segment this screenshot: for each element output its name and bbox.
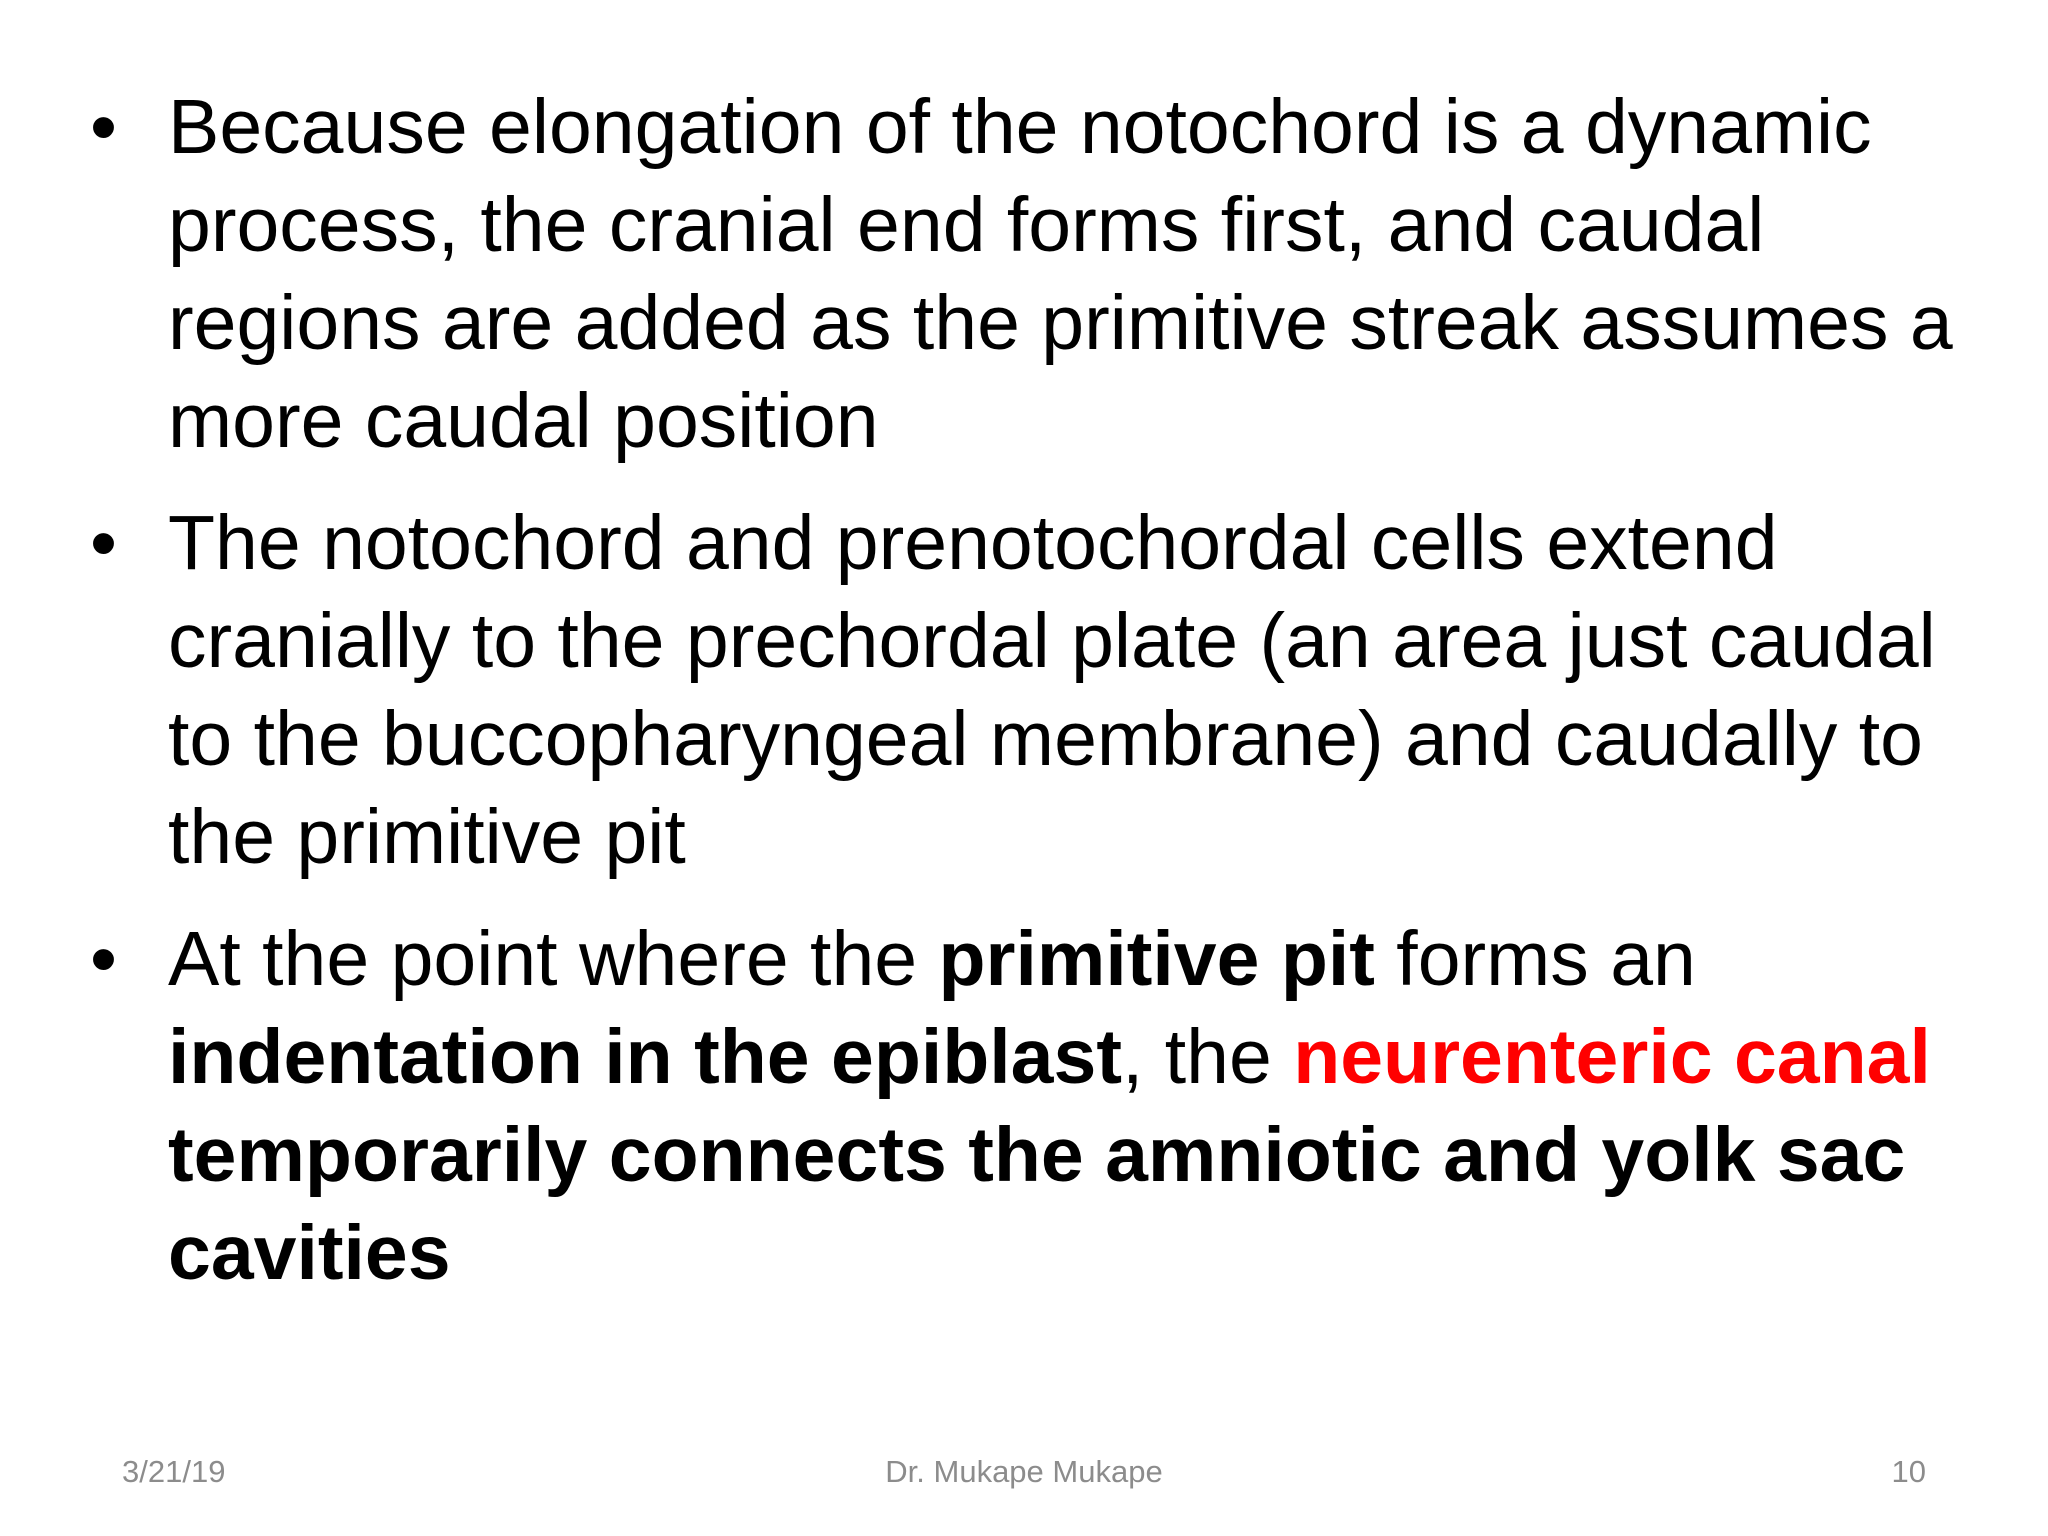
footer-date: 3/21/19 bbox=[122, 1454, 226, 1489]
bullet-list bbox=[90, 78, 1998, 1326]
term-indentation: indentation in the epiblast bbox=[168, 1014, 1122, 1100]
footer-page-number: 10 bbox=[1891, 1454, 1926, 1489]
bullet-text-segment: forms an bbox=[1374, 916, 1696, 1002]
bullet-text: Because elongation of the notochord is a dynamic process, the cranial end forms first, and caudal regions are added as the primitive streak assumes a more caudal position bbox=[168, 84, 1953, 464]
bullet-dot-icon: • bbox=[90, 500, 117, 586]
bullet-text-segment: , the bbox=[1121, 1014, 1294, 1100]
bullet-text: The notochord and prenotochordal cells extend cranially to the prechordal plate (an area just caudal to the buccopharyngeal membrane) and caudally to the primitive pit bbox=[168, 500, 1936, 880]
term-neurenteric-canal: neurenteric canal bbox=[1293, 1014, 1931, 1100]
bullet-item bbox=[90, 910, 1998, 1302]
footer-author: Dr. Mukape Mukape bbox=[885, 1454, 1163, 1489]
bullet-item bbox=[90, 494, 1998, 886]
bullet-text-segment: At the point where the bbox=[168, 916, 939, 1002]
bullet-dot-icon: • bbox=[90, 916, 117, 1002]
term-primitive-pit: primitive pit bbox=[938, 916, 1375, 1002]
term-connects-cavities: temporarily connects the amniotic and yolk sac cavities bbox=[168, 1112, 1906, 1296]
bullet-item bbox=[90, 78, 1998, 470]
bullet-dot-icon: • bbox=[90, 84, 117, 170]
